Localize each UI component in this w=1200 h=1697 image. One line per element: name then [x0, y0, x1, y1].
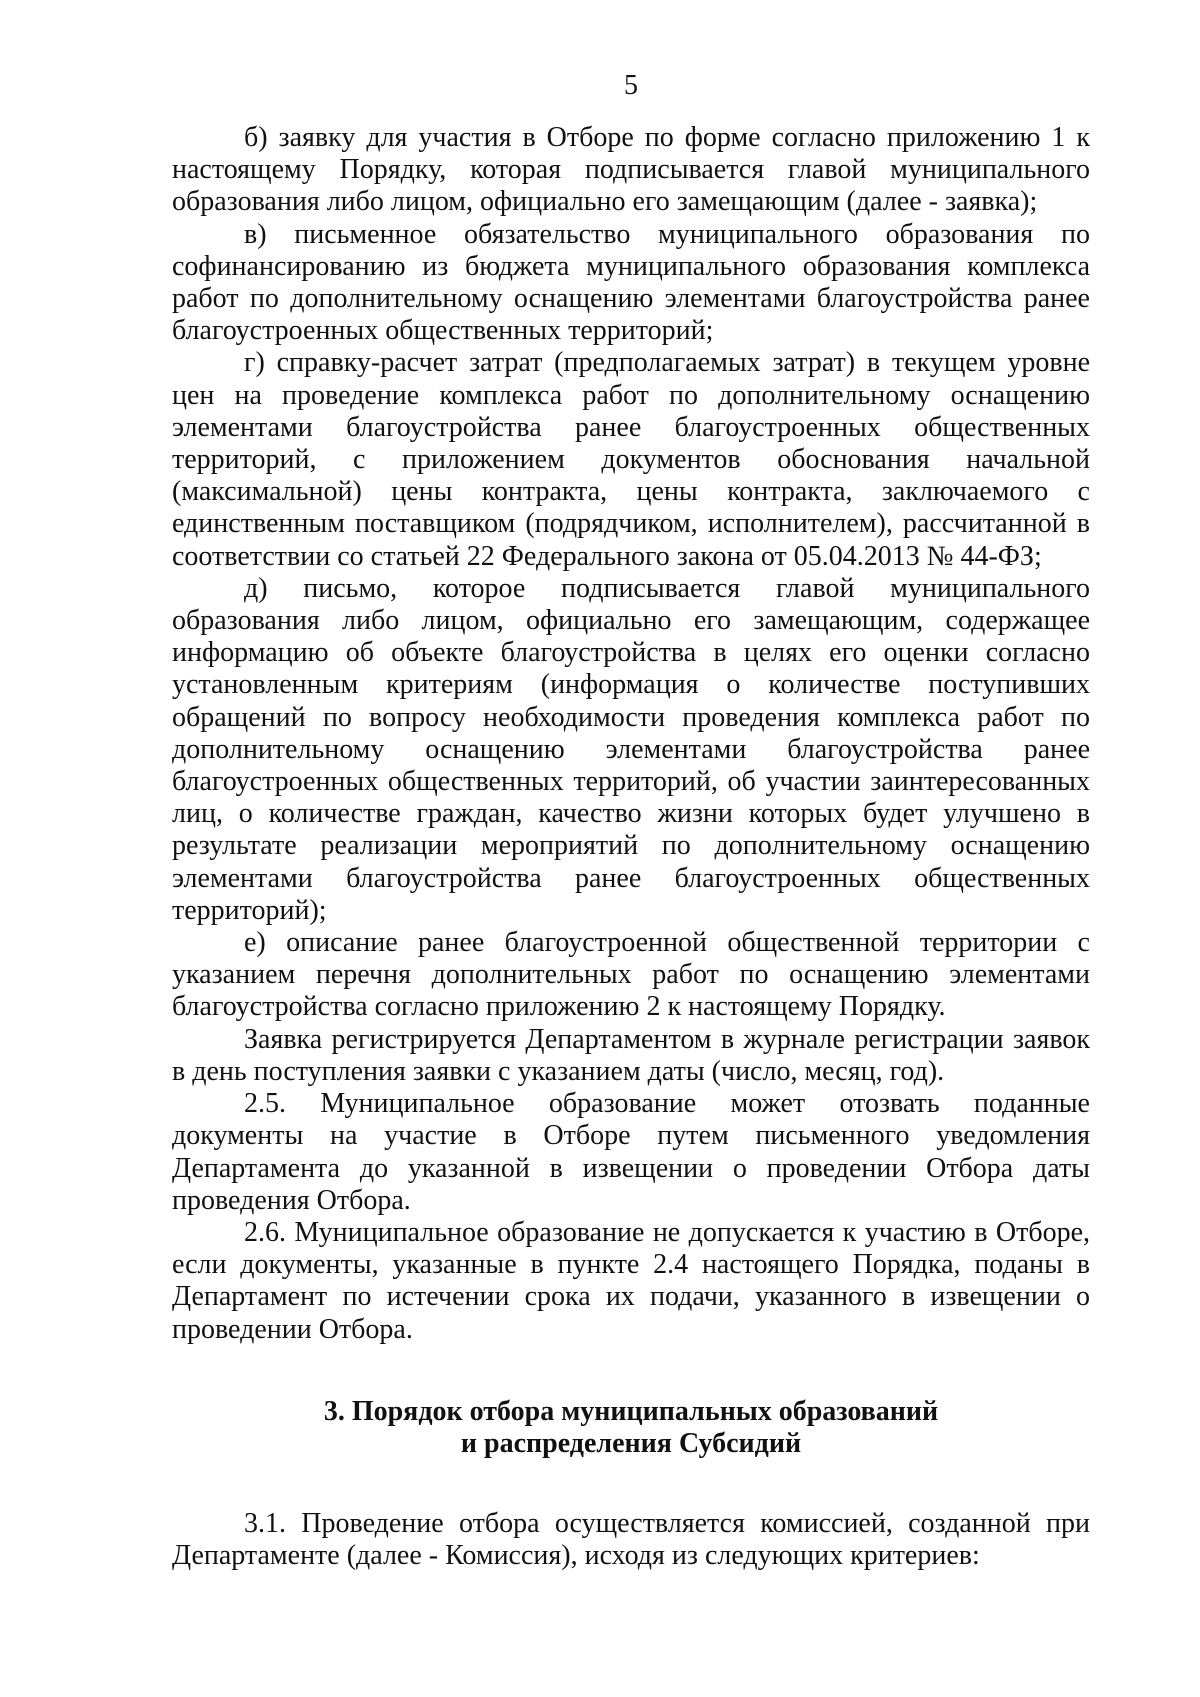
- paragraph-item-b: б) заявку для участия в Отборе по форме согласно приложению 1 к настоящему Порядку, которая подписывается главой муниципального образования либо лицом, официально его замещающим (далее - заявка);: [172, 122, 1090, 218]
- paragraph-item-d: д) письмо, которое подписывается главой муниципального образования либо лицом, официально его замещающим, содержащее информацию об объекте благоустройства в целях его оценки согласно установленным критериям (информация о количестве поступивших обращений по вопросу необходимости проведения комплекса работ по дополнительному оснащению элементами благоустройства ранее благоустроенных общественных территорий, об участии заинтересованных лиц, о количестве граждан, качество жизни которых будет улучшено в результате реализации мероприятий по дополнительному оснащению элементами благоустройства ранее благоустроенных общественных территорий);: [172, 572, 1090, 926]
- page-number: 5: [624, 70, 638, 101]
- paragraph-item-e: е) описание ранее благоустроенной общественной территории с указанием перечня дополнительных работ по оснащению элементами благоустройства согласно приложению 2 к настоящему Порядку.: [172, 927, 1090, 1023]
- section-3-heading: [172, 1396, 1090, 1460]
- section-heading-line-1: 3. Порядок отбора муниципальных образований: [323, 1395, 939, 1427]
- document-page: [172, 70, 1090, 1573]
- paragraph-2-6: 2.6. Муниципальное образование не допускается к участию в Отборе, если документы, указанные в пункте 2.4 настоящего Порядка, поданы в Департамент по истечении срока их подачи, указанного в извещении о проведении Отбора.: [172, 1216, 1090, 1345]
- paragraph-item-v: в) письменное обязательство муниципального образования по софинансированию из бюджета муниципального образования комплекса работ по дополнительному оснащению элементами благоустройства ранее благоустроенных общественных территорий;: [172, 218, 1090, 347]
- paragraph-3-1: 3.1. Проведение отбора осуществляется комиссией, созданной при Департаменте (далее - Комиссия), исходя из следующих критериев:: [172, 1508, 1090, 1572]
- paragraph-registration: Заявка регистрируется Департаментом в журнале регистрации заявок в день поступления заявки с указанием даты (число, месяц, год).: [172, 1023, 1090, 1087]
- paragraph-item-g: г) справку-расчет затрат (предполагаемых затрат) в текущем уровне цен на проведение комплекса работ по дополнительному оснащению элементами благоустройства ранее благоустроенных общественных территорий, с приложением документов обоснования начальной (максимальной) цены контракта, цены контракта, заключаемого с единственным поставщиком (подрядчиком, исполнителем), рассчитанной в соответствии со статьей 22 Федерального закона от 05.04.2013 № 44-ФЗ;: [172, 347, 1090, 572]
- section-heading-line-2: и распределения Субсидий: [460, 1427, 802, 1459]
- paragraph-2-5: 2.5. Муниципальное образование может отозвать поданные документы на участие в Отборе путем письменного уведомления Департамента до указанной в извещении о проведении Отбора даты проведения Отбора.: [172, 1088, 1090, 1216]
